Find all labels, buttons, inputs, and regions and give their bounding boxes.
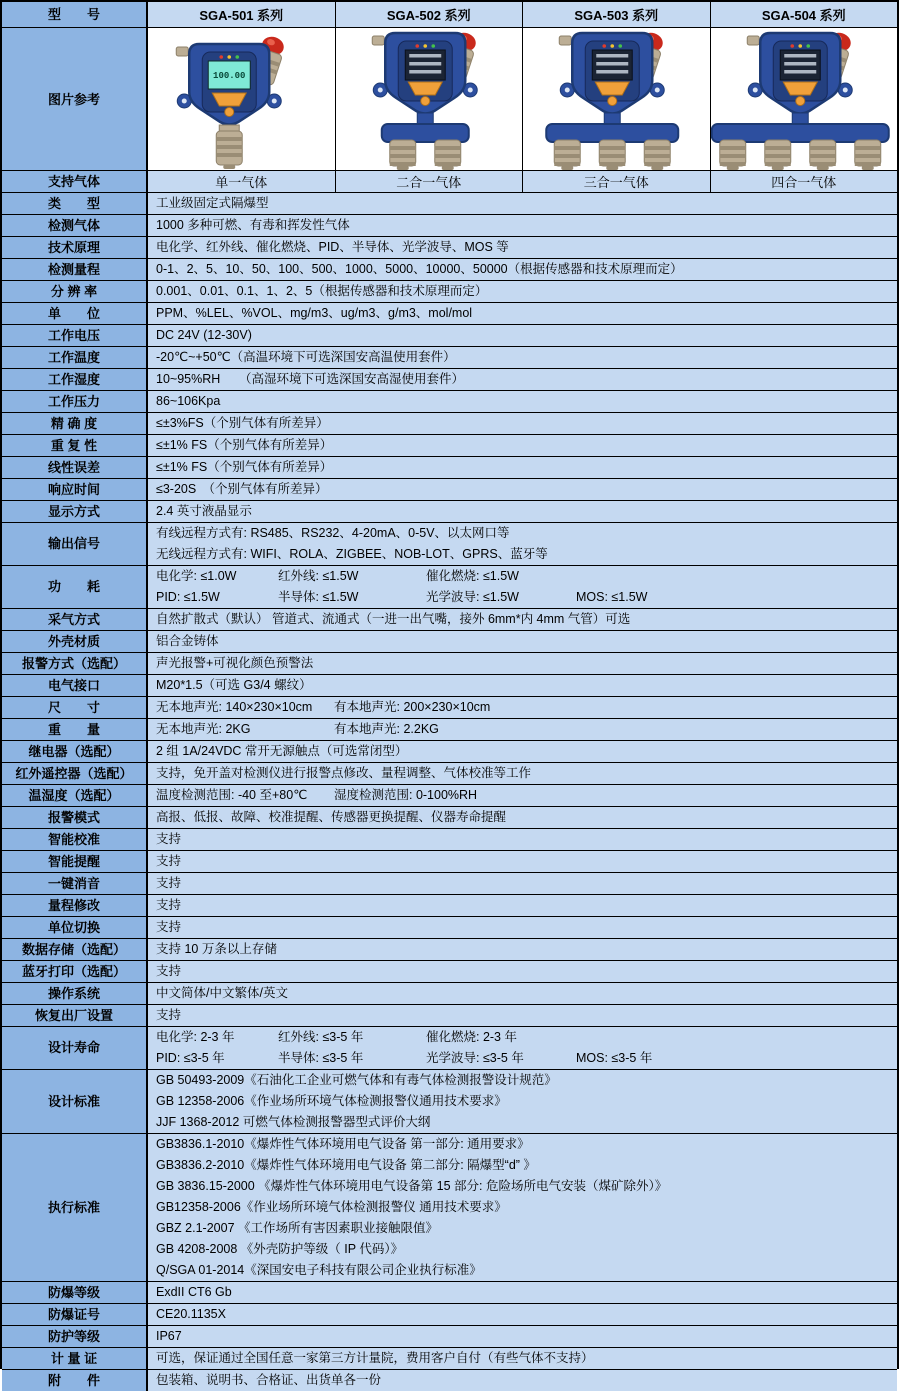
row-value: [148, 763, 897, 784]
value-line: GBZ 2.1-2007 《工作场所有害因素职业接触限值》: [156, 1218, 891, 1239]
spec-row: [2, 479, 897, 501]
value-line: 86~106Kpa: [156, 391, 891, 412]
value-line: 10~95%RH （高湿环境下可选深国安高湿使用套件）: [156, 369, 891, 390]
value-line: [156, 566, 891, 587]
spec-row: [2, 631, 897, 653]
spec-row: [2, 873, 897, 895]
spec-row: [2, 215, 897, 237]
row-label: 响应时间: [2, 479, 148, 500]
value-line: GB 50493-2009《石油化工企业可燃气体和有毒气体检测报警设计规范》: [156, 1070, 891, 1091]
row-value: [148, 435, 897, 456]
row-label: 红外遥控器（选配）: [2, 763, 148, 784]
spec-row: [2, 917, 897, 939]
row-label: 类 型: [2, 193, 148, 214]
value-segment: 电化学: ≤1.0W: [156, 566, 278, 587]
value-segment: 催化燃烧: ≤1.5W: [426, 566, 576, 587]
row-label: 检测气体: [2, 215, 148, 236]
spec-row: [2, 719, 897, 741]
spec-row: [2, 785, 897, 807]
value-line: [156, 785, 891, 806]
row-value: [148, 237, 897, 258]
spec-row: [2, 675, 897, 697]
row-value: [148, 391, 897, 412]
value-line: 支持: [156, 917, 891, 938]
value-line: 1000 多种可燃、有毒和挥发性气体: [156, 215, 891, 236]
value-segment: 有本地声光: 200×230×10cm: [334, 697, 490, 718]
row-label: 功 耗: [2, 566, 148, 608]
value-line: GB3836.2-2010《爆炸性气体环境用电气设备 第二部分: 隔爆型“d” 》: [156, 1155, 891, 1176]
value-segment: MOS: ≤1.5W: [576, 587, 647, 608]
product-image-sga503: [523, 28, 711, 170]
row-label: 量程修改: [2, 895, 148, 916]
row-label: 工作湿度: [2, 369, 148, 390]
value-segment: 光学波导: ≤3-5 年: [426, 1048, 576, 1069]
value-segment: PID: ≤3-5 年: [156, 1048, 278, 1069]
spec-row: [2, 895, 897, 917]
spec-row: [2, 501, 897, 523]
row-label: 显示方式: [2, 501, 148, 522]
value-segment: 半导体: ≤1.5W: [278, 587, 426, 608]
row-label: 设计寿命: [2, 1027, 148, 1069]
model-name-sga504: SGA-504 系列: [711, 2, 898, 27]
row-label: 精 确 度: [2, 413, 148, 434]
value-segment: 无本地声光: 2KG: [156, 719, 334, 740]
row-label: 防爆等级: [2, 1282, 148, 1303]
row-value: [148, 741, 897, 762]
row-label: 一键消音: [2, 873, 148, 894]
value-line: 支持: [156, 851, 891, 872]
spec-row: [2, 1326, 897, 1348]
product-image-row: [2, 28, 897, 171]
value-line: 电化学、红外线、催化燃烧、PID、半导体、光学波导、MOS 等: [156, 237, 891, 258]
value-line: [156, 1027, 891, 1048]
row-label: 智能校准: [2, 829, 148, 850]
value-line: GB3836.1-2010《爆炸性气体环境用电气设备 第一部分: 通用要求》: [156, 1134, 891, 1155]
row-value: [148, 961, 897, 982]
value-line: [156, 697, 891, 718]
spec-row: [2, 566, 897, 609]
row-value: [148, 829, 897, 850]
value-line: JJF 1368-2012 可燃气体检测报警器型式评价大纲: [156, 1112, 891, 1133]
value-line: 支持，免开盖对检测仪进行报警点修改、量程调整、气体校准等工作: [156, 763, 891, 784]
value-segment: 光学波导: ≤1.5W: [426, 587, 576, 608]
spec-row: [2, 435, 897, 457]
svg-text:100.00: 100.00: [213, 71, 245, 81]
row-label: 执行标准: [2, 1134, 148, 1281]
row-value: [148, 719, 897, 740]
value-line: 支持 10 万条以上存储: [156, 939, 891, 960]
spec-row: [2, 697, 897, 719]
row-value: [148, 325, 897, 346]
spec-row: [2, 1005, 897, 1027]
model-header-row: [2, 2, 897, 28]
row-label: 输出信号: [2, 523, 148, 565]
row-value: [148, 281, 897, 302]
value-segment: 红外线: ≤3-5 年: [278, 1027, 426, 1048]
row-label: 尺 寸: [2, 697, 148, 718]
row-label-gas: 支持气体: [2, 171, 148, 192]
row-value: [148, 1027, 897, 1069]
product-image-sga501: [148, 28, 336, 170]
spec-row: [2, 961, 897, 983]
row-label: 工作压力: [2, 391, 148, 412]
row-label-model: 型 号: [2, 2, 148, 27]
row-label: 单 位: [2, 303, 148, 324]
value-line: IP67: [156, 1326, 891, 1347]
value-line: [156, 1048, 891, 1069]
value-segment: 无本地声光: 140×230×10cm: [156, 697, 334, 718]
value-line: 2 组 1A/24VDC 常开无源触点（可选常闭型）: [156, 741, 891, 762]
row-label: 报警方式（选配）: [2, 653, 148, 674]
model-name-sga501: SGA-501 系列: [148, 2, 336, 27]
row-value: [148, 413, 897, 434]
value-segment: 温度检测范围: -40 至+80℃: [156, 785, 334, 806]
row-label: 采气方式: [2, 609, 148, 630]
value-segment: MOS: ≤3-5 年: [576, 1048, 652, 1069]
value-line: [156, 719, 891, 740]
spec-row: [2, 741, 897, 763]
spec-row: [2, 829, 897, 851]
value-line: 可选，保证通过全国任意一家第三方计量院，费用客户自付（有些气体不支持）: [156, 1348, 891, 1369]
row-value: [148, 609, 897, 630]
spec-row: [2, 1070, 897, 1134]
row-label: 重 量: [2, 719, 148, 740]
row-label: 操作系统: [2, 983, 148, 1004]
value-line: GB12358-2006《作业场所环境气体检测报警仪 通用技术要求》: [156, 1197, 891, 1218]
row-value: [148, 303, 897, 324]
value-line: CE20.1135X: [156, 1304, 891, 1325]
supported-gas-row: [2, 171, 897, 193]
spec-row: [2, 807, 897, 829]
row-value: [148, 1282, 897, 1303]
row-value: [148, 631, 897, 652]
row-value: [148, 917, 897, 938]
row-value: [148, 653, 897, 674]
row-label: 计 量 证: [2, 1348, 148, 1369]
model-name-sga502: SGA-502 系列: [336, 2, 524, 27]
product-image-sga502: [336, 28, 524, 170]
row-label: 工作温度: [2, 347, 148, 368]
value-line: 有线远程方式有: RS485、RS232、4-20mA、0-5V、以太网口等: [156, 523, 891, 544]
spec-row: [2, 237, 897, 259]
value-line: 0.001、0.01、0.1、1、2、5（根据传感器和技术原理而定）: [156, 281, 891, 302]
value-line: 铝合金铸体: [156, 631, 891, 652]
spec-row: [2, 369, 897, 391]
value-line: M20*1.5（可选 G3/4 螺纹）: [156, 675, 891, 696]
value-line: 2.4 英寸液晶显示: [156, 501, 891, 522]
spec-row: [2, 1027, 897, 1070]
row-label: 外壳材质: [2, 631, 148, 652]
row-label: 继电器（选配）: [2, 741, 148, 762]
spec-row: [2, 523, 897, 566]
row-label: 技术原理: [2, 237, 148, 258]
row-value: [148, 1070, 897, 1133]
spec-row: [2, 303, 897, 325]
row-label: 重 复 性: [2, 435, 148, 456]
row-value: [148, 1134, 897, 1281]
spec-row: [2, 653, 897, 675]
spec-row: [2, 939, 897, 961]
spec-rows-container: [2, 193, 897, 1391]
row-label: 线性误差: [2, 457, 148, 478]
value-line: GB 12358-2006《作业场所环境气体检测报警仪通用技术要求》: [156, 1091, 891, 1112]
spec-row: [2, 1304, 897, 1326]
spec-row: [2, 609, 897, 631]
spec-row: [2, 1348, 897, 1370]
value-segment: 半导体: ≤3-5 年: [278, 1048, 426, 1069]
spec-row: [2, 347, 897, 369]
value-line: -20℃~+50℃（高温环境下可选深国安高温使用套件）: [156, 347, 891, 368]
row-label: 数据存储（选配）: [2, 939, 148, 960]
value-line: 支持: [156, 829, 891, 850]
value-line: 包装箱、说明书、合格证、出货单各一份: [156, 1370, 891, 1391]
value-line: 声光报警+可视化颜色预警法: [156, 653, 891, 674]
value-line: Q/SGA 01-2014《深国安电子科技有限公司企业执行标准》: [156, 1260, 891, 1281]
value-segment: 电化学: 2-3 年: [156, 1027, 278, 1048]
row-value: [148, 895, 897, 916]
value-line: ExdII CT6 Gb: [156, 1282, 891, 1303]
row-label: 附 件: [2, 1370, 148, 1391]
row-label: 检测量程: [2, 259, 148, 280]
spec-row: [2, 457, 897, 479]
row-label: 防护等级: [2, 1326, 148, 1347]
row-value: [148, 697, 897, 718]
value-line: 0-1、2、5、10、50、100、500、1000、5000、10000、50000（根据传感器和技术原理而定）: [156, 259, 891, 280]
spec-row: [2, 193, 897, 215]
value-line: PPM、%LEL、%VOL、mg/m3、ug/m3、g/m3、mol/mol: [156, 303, 891, 324]
row-value: [148, 675, 897, 696]
spec-row: [2, 413, 897, 435]
row-value: [148, 851, 897, 872]
value-line: 高报、低报、故障、校准提醒、传感器更换提醒、仪器寿命提醒: [156, 807, 891, 828]
value-line: [156, 587, 891, 608]
row-value: [148, 873, 897, 894]
gas-value-2: 二合一气体: [336, 171, 524, 192]
row-label: 温湿度（选配）: [2, 785, 148, 806]
value-line: 支持: [156, 1005, 891, 1026]
spec-row: [2, 259, 897, 281]
row-value: [148, 523, 897, 565]
row-label: 智能提醒: [2, 851, 148, 872]
row-label: 恢复出厂设置: [2, 1005, 148, 1026]
value-segment: 湿度检测范围: 0-100%RH: [334, 785, 477, 806]
gas-value-3: 三合一气体: [523, 171, 711, 192]
row-value: [148, 1304, 897, 1325]
value-segment: 红外线: ≤1.5W: [278, 566, 426, 587]
value-line: GB 4208-2008 《外壳防护等级（ IP 代码）》: [156, 1239, 891, 1260]
value-line: ≤±1% FS（个别气体有所差异）: [156, 457, 891, 478]
row-label: 报警模式: [2, 807, 148, 828]
value-line: ≤±1% FS（个别气体有所差异）: [156, 435, 891, 456]
value-segment: 催化燃烧: 2-3 年: [426, 1027, 576, 1048]
row-value: [148, 479, 897, 500]
row-value: [148, 566, 897, 608]
spec-row: [2, 391, 897, 413]
spec-row: [2, 1370, 897, 1391]
row-value: [148, 259, 897, 280]
row-value: [148, 983, 897, 1004]
spec-row: [2, 281, 897, 303]
value-line: 支持: [156, 961, 891, 982]
row-value: [148, 1326, 897, 1347]
spec-row: [2, 1134, 897, 1282]
row-value: [148, 1348, 897, 1369]
row-value: [148, 347, 897, 368]
row-label-images: 图片参考: [2, 28, 148, 170]
spec-row: [2, 325, 897, 347]
row-label: 防爆证号: [2, 1304, 148, 1325]
gas-value-1: 单一气体: [148, 171, 336, 192]
value-line: 工业级固定式隔爆型: [156, 193, 891, 214]
row-value: [148, 807, 897, 828]
value-line: 支持: [156, 873, 891, 894]
spec-row: [2, 763, 897, 785]
value-line: ≤±3%FS（个别气体有所差异）: [156, 413, 891, 434]
product-image-sga504: [711, 28, 898, 170]
value-line: DC 24V (12-30V): [156, 325, 891, 346]
spec-row: [2, 983, 897, 1005]
row-label: 工作电压: [2, 325, 148, 346]
value-line: 中文简体/中文繁体/英文: [156, 983, 891, 1004]
value-line: 自然扩散式（默认） 管道式、流通式（一进一出气嘴，接外 6mm*内 4mm 气管）可选: [156, 609, 891, 630]
row-label: 分 辨 率: [2, 281, 148, 302]
row-label: 电气接口: [2, 675, 148, 696]
row-value: [148, 193, 897, 214]
value-segment: 有本地声光: 2.2KG: [334, 719, 439, 740]
value-line: 无线远程方式有: WIFI、ROLA、ZIGBEE、NOB-LOT、GPRS、蓝牙等: [156, 544, 891, 565]
row-label: 设计标准: [2, 1070, 148, 1133]
model-name-sga503: SGA-503 系列: [523, 2, 711, 27]
spec-row: [2, 851, 897, 873]
row-value: [148, 939, 897, 960]
row-value: [148, 1370, 897, 1391]
value-line: GB 3836.15-2000 《爆炸性气体环境用电气设备第 15 部分: 危险场所电气安装（煤矿除外）》: [156, 1176, 891, 1197]
spec-row: [2, 1282, 897, 1304]
row-value: [148, 501, 897, 522]
value-line: 支持: [156, 895, 891, 916]
gas-value-4: 四合一气体: [711, 171, 898, 192]
row-value: [148, 1005, 897, 1026]
row-value: [148, 215, 897, 236]
row-label: 单位切换: [2, 917, 148, 938]
row-value: [148, 457, 897, 478]
value-line: ≤3-20S （个别气体有所差异）: [156, 479, 891, 500]
row-label: 蓝牙打印（选配）: [2, 961, 148, 982]
row-value: [148, 785, 897, 806]
value-segment: PID: ≤1.5W: [156, 587, 278, 608]
row-value: [148, 369, 897, 390]
